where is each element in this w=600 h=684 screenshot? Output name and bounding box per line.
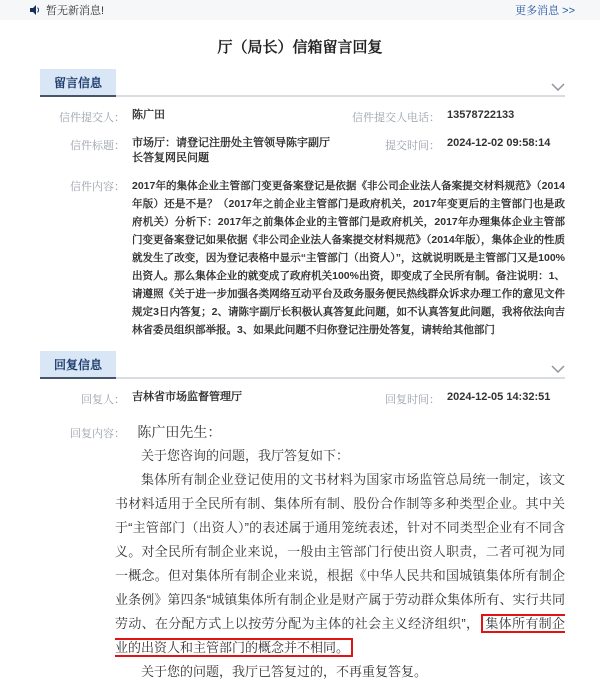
message-section	[40, 69, 565, 339]
reply-salutation: 陈广田先生：	[137, 424, 222, 440]
message-section-tab: 留言信息	[40, 69, 116, 97]
replier-field	[40, 390, 345, 407]
submit-time-label: 提交时间：	[385, 140, 440, 152]
notice-text: 暂无新消息!	[46, 5, 105, 17]
subject-field	[40, 136, 345, 166]
page-title: 厅（局长）信箱留言回复	[217, 39, 383, 56]
submitter-value: 陈广田	[132, 109, 165, 121]
letter-content-row	[40, 177, 565, 339]
reply-time-field	[345, 390, 565, 407]
chevron-down-icon[interactable]	[551, 365, 565, 373]
reply-content-row	[40, 420, 565, 684]
reply-section	[40, 351, 565, 684]
phone-field	[345, 108, 565, 125]
reply-content-label: 回复内容：	[70, 428, 125, 440]
phone-label: 信件提交人电话：	[352, 112, 440, 124]
reply-time-label: 回复时间：	[385, 394, 440, 406]
reply-section-header	[40, 351, 565, 379]
subject-value: 市场厅：请登记注册处主管领导陈宇副厅长答复网民问题	[132, 137, 330, 164]
message-section-header	[40, 69, 565, 97]
reply-paragraph-3: 关于您的问题，我厅已答复过的，不再重复答复。	[141, 664, 428, 679]
highlighted-sentence: 集体所有制企业的出资人和主管部门的概念并不相同。	[115, 616, 565, 655]
reply-meta-row	[40, 390, 565, 407]
message-meta-row-2	[40, 136, 565, 166]
notice-bar	[0, 0, 600, 20]
reply-paragraph-2-text: 集体所有制企业登记使用的文书材料为国家市场监管总局统一制定，该文书材料适用于全民所有制、集体所有制、股份合作制等多种类型企业。其中关于“主管部门（出资人）”的表述属于通用笼统表述，针对不同类型企业有不同含义。对全民所有制企业来说，一般由主管部门行使出资人职责，二者可视为同一概念。但对集体所有制企业来说，根据《中华人民共和国城镇集体所有制企业条例》第四条“城镇集体所有制企业是财产属于劳动群众集体所有、实行共同劳动、在分配方式上以按劳分配为主体的社会主义经济组织”，	[115, 472, 565, 631]
chevron-down-icon[interactable]	[551, 83, 565, 91]
reply-paragraph-1: 关于您咨询的问题，我厅答复如下：	[141, 448, 350, 463]
letter-content-label: 信件内容：	[70, 181, 125, 193]
more-messages-link[interactable]: 更多消息 >>	[515, 5, 575, 17]
subject-label: 信件标题：	[70, 140, 125, 152]
speaker-icon	[30, 5, 41, 15]
message-meta-row-1	[40, 108, 565, 125]
replier-label: 回复人：	[81, 394, 125, 406]
notice-left	[30, 2, 104, 18]
submitter-field	[40, 108, 345, 125]
submit-time-value: 2024-12-02 09:58:14	[447, 137, 551, 149]
replier-value: 吉林省市场监督管理厅	[132, 391, 242, 403]
letter-content-text: 2017年的集体企业主管部门变更备案登记是依据《非公司企业法人备案提交材料规范》（2014年版）还是不是？（2017年之前企业主管部门是政府机关，2017年变更后的主管部门也是政府机关）分析下：2017年之前集体企业的主管部门是政府机关，2017年办理集体企业主管部门变更备案登记如果依据《非公司企业法人备案提交材料规范》（2014年版），集体企业的性质就发生了改变，因为登记表格中显示“主管部门（出资人）”，这就说明既是主管部门又是100%出资人。那么集体企业的就变成了政府机关100%出资，即变成了全民所有制。备注说明：1、请遵照《关于进一步加强各类网络互动平台及政务服务便民热线群众诉求办理工作的意见文件规定3日内答复；2、请陈宇副厅长积极认真答复此问题，如不认真答复此问题，我将依法向吉林省委员组织部举报。3、如果此问题不归你登记注册处答复，请转给其他部门	[132, 180, 565, 336]
reply-section-tab: 回复信息	[40, 351, 116, 379]
submitter-label: 信件提交人：	[59, 112, 125, 124]
phone-value: 13578722133	[447, 109, 515, 121]
submit-time-field	[345, 136, 565, 153]
reply-body	[115, 420, 565, 684]
reply-paragraph-2	[115, 468, 565, 660]
reply-time-value: 2024-12-05 14:32:51	[447, 391, 551, 403]
